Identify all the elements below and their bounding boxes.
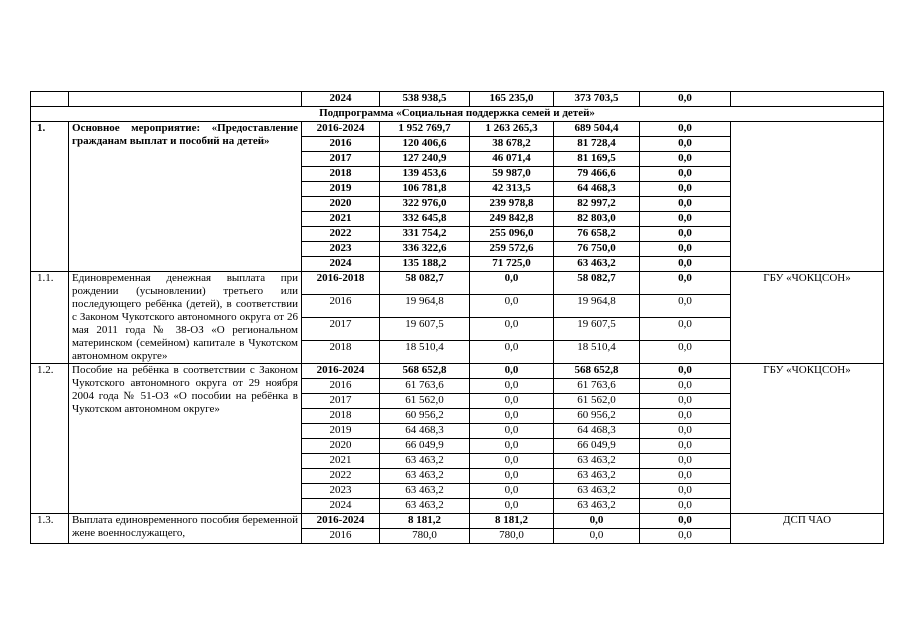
regional-cell: 689 504,4 (554, 122, 640, 137)
total-cell: 568 652,8 (380, 364, 470, 379)
total-cell: 780,0 (380, 529, 470, 544)
regional-cell: 76 658,2 (554, 227, 640, 242)
year-cell: 2021 (302, 212, 380, 227)
other-cell: 0,0 (640, 92, 731, 107)
federal-cell: 249 842,8 (470, 212, 554, 227)
other-cell: 0,0 (640, 122, 731, 137)
regional-cell: 18 510,4 (554, 341, 640, 364)
federal-cell: 780,0 (470, 529, 554, 544)
regional-cell: 64 468,3 (554, 182, 640, 197)
other-cell: 0,0 (640, 499, 731, 514)
total-cell: 58 082,7 (380, 272, 470, 295)
total-cell: 63 463,2 (380, 454, 470, 469)
federal-cell: 0,0 (470, 484, 554, 499)
regional-cell: 63 463,2 (554, 484, 640, 499)
year-cell: 2024 (302, 92, 380, 107)
other-cell: 0,0 (640, 529, 731, 544)
total-cell: 106 781,8 (380, 182, 470, 197)
other-cell: 0,0 (640, 257, 731, 272)
total-cell: 135 188,2 (380, 257, 470, 272)
federal-cell: 42 313,5 (470, 182, 554, 197)
federal-cell: 165 235,0 (470, 92, 554, 107)
total-cell: 60 956,2 (380, 409, 470, 424)
total-cell: 19 607,5 (380, 318, 470, 341)
regional-cell: 81 169,5 (554, 152, 640, 167)
other-cell: 0,0 (640, 227, 731, 242)
year-cell: 2016-2018 (302, 272, 380, 295)
regional-cell: 58 082,7 (554, 272, 640, 295)
other-cell: 0,0 (640, 454, 731, 469)
total-cell: 322 976,0 (380, 197, 470, 212)
year-cell: 2016-2024 (302, 364, 380, 379)
federal-cell: 8 181,2 (470, 514, 554, 529)
item-number: 1. (31, 122, 69, 272)
num-cell (31, 92, 69, 107)
table-row (31, 272, 884, 295)
year-cell: 2024 (302, 257, 380, 272)
regional-cell: 61 562,0 (554, 394, 640, 409)
regional-cell: 63 463,2 (554, 257, 640, 272)
regional-cell: 81 728,4 (554, 137, 640, 152)
federal-cell: 255 096,0 (470, 227, 554, 242)
other-cell: 0,0 (640, 242, 731, 257)
subprogram-header-row (31, 107, 884, 122)
federal-cell: 0,0 (470, 394, 554, 409)
year-cell: 2018 (302, 409, 380, 424)
federal-cell: 0,0 (470, 341, 554, 364)
total-cell: 331 754,2 (380, 227, 470, 242)
federal-cell: 0,0 (470, 409, 554, 424)
table-row (31, 364, 884, 379)
year-cell: 2016 (302, 529, 380, 544)
other-cell: 0,0 (640, 295, 731, 318)
regional-cell: 63 463,2 (554, 499, 640, 514)
other-cell: 0,0 (640, 514, 731, 529)
year-cell: 2016 (302, 137, 380, 152)
federal-cell: 0,0 (470, 499, 554, 514)
year-cell: 2017 (302, 152, 380, 167)
total-cell: 8 181,2 (380, 514, 470, 529)
regional-cell: 373 703,5 (554, 92, 640, 107)
federal-cell: 0,0 (470, 439, 554, 454)
total-cell: 1 952 769,7 (380, 122, 470, 137)
federal-cell: 0,0 (470, 454, 554, 469)
other-cell: 0,0 (640, 341, 731, 364)
table-row (31, 514, 884, 529)
item-description: Пособие на ребёнка в соответствии с Законом Чукотского автономного округа от 29 ноября 2004 года № 51-ОЗ «О пособии на ребёнка в Чукотском автономном округе» (69, 364, 302, 514)
total-cell: 18 510,4 (380, 341, 470, 364)
table-row (31, 92, 884, 107)
regional-cell: 60 956,2 (554, 409, 640, 424)
total-cell: 332 645,8 (380, 212, 470, 227)
regional-cell: 0,0 (554, 514, 640, 529)
total-cell: 63 463,2 (380, 499, 470, 514)
item-number: 1.3. (31, 514, 69, 544)
year-cell: 2023 (302, 242, 380, 257)
year-cell: 2024 (302, 499, 380, 514)
total-cell: 63 463,2 (380, 484, 470, 499)
federal-cell: 0,0 (470, 272, 554, 295)
regional-cell: 61 763,6 (554, 379, 640, 394)
item-number: 1.2. (31, 364, 69, 514)
total-cell: 61 562,0 (380, 394, 470, 409)
regional-cell: 79 466,6 (554, 167, 640, 182)
year-cell: 2016-2024 (302, 122, 380, 137)
regional-cell: 568 652,8 (554, 364, 640, 379)
other-cell: 0,0 (640, 137, 731, 152)
federal-cell: 38 678,2 (470, 137, 554, 152)
other-cell: 0,0 (640, 484, 731, 499)
year-cell: 2017 (302, 394, 380, 409)
federal-cell: 0,0 (470, 379, 554, 394)
total-cell: 336 322,6 (380, 242, 470, 257)
other-cell: 0,0 (640, 394, 731, 409)
other-cell: 0,0 (640, 364, 731, 379)
federal-cell: 0,0 (470, 295, 554, 318)
other-cell: 0,0 (640, 469, 731, 484)
other-cell: 0,0 (640, 272, 731, 295)
federal-cell: 46 071,4 (470, 152, 554, 167)
regional-cell: 82 997,2 (554, 197, 640, 212)
regional-cell: 63 463,2 (554, 454, 640, 469)
other-cell: 0,0 (640, 167, 731, 182)
year-cell: 2016 (302, 379, 380, 394)
federal-cell: 259 572,6 (470, 242, 554, 257)
year-cell: 2022 (302, 227, 380, 242)
federal-cell: 239 978,8 (470, 197, 554, 212)
federal-cell: 0,0 (470, 364, 554, 379)
total-cell: 61 763,6 (380, 379, 470, 394)
total-cell: 64 468,3 (380, 424, 470, 439)
year-cell: 2019 (302, 424, 380, 439)
total-cell: 120 406,6 (380, 137, 470, 152)
regional-cell: 19 607,5 (554, 318, 640, 341)
regional-cell: 63 463,2 (554, 469, 640, 484)
total-cell: 139 453,6 (380, 167, 470, 182)
other-cell: 0,0 (640, 379, 731, 394)
executor-cell (731, 92, 884, 107)
federal-cell: 59 987,0 (470, 167, 554, 182)
other-cell: 0,0 (640, 212, 731, 227)
regional-cell: 82 803,0 (554, 212, 640, 227)
total-cell: 63 463,2 (380, 469, 470, 484)
federal-cell: 0,0 (470, 469, 554, 484)
budget-table (30, 91, 884, 544)
regional-cell: 0,0 (554, 529, 640, 544)
year-cell: 2020 (302, 197, 380, 212)
total-cell: 19 964,8 (380, 295, 470, 318)
item-description: Основное мероприятие: «Предоставление гражданам выплат и пособий на детей» (69, 122, 302, 272)
other-cell: 0,0 (640, 424, 731, 439)
other-cell: 0,0 (640, 152, 731, 167)
year-cell: 2018 (302, 167, 380, 182)
executor-cell: ГБУ «ЧОКЦСОН» (731, 272, 884, 364)
year-cell: 2016 (302, 295, 380, 318)
other-cell: 0,0 (640, 409, 731, 424)
year-cell: 2016-2024 (302, 514, 380, 529)
other-cell: 0,0 (640, 439, 731, 454)
other-cell: 0,0 (640, 197, 731, 212)
federal-cell: 0,0 (470, 318, 554, 341)
total-cell: 127 240,9 (380, 152, 470, 167)
federal-cell: 0,0 (470, 424, 554, 439)
federal-cell: 1 263 265,3 (470, 122, 554, 137)
executor-cell: ДСП ЧАО (731, 514, 884, 544)
total-cell: 538 938,5 (380, 92, 470, 107)
year-cell: 2021 (302, 454, 380, 469)
subprogram-title: Подпрограмма «Социальная поддержка семей и детей» (31, 107, 884, 122)
table-row (31, 122, 884, 137)
item-number: 1.1. (31, 272, 69, 364)
item-description: Единовременная денежная выплата при рождении (усыновлении) третьего или последующего ребёнка (детей), в соответствии с Законом Чукотского автономного округа от 26 мая 2011 года № 38-ОЗ «О региональном материнском (семейном) капитале в Чукотском автономном округе» (69, 272, 302, 364)
executor-cell (731, 122, 884, 272)
item-description: Выплата единовременного пособия беременной жене военнослужащего, (69, 514, 302, 544)
other-cell: 0,0 (640, 318, 731, 341)
total-cell: 66 049,9 (380, 439, 470, 454)
year-cell: 2022 (302, 469, 380, 484)
year-cell: 2023 (302, 484, 380, 499)
regional-cell: 76 750,0 (554, 242, 640, 257)
year-cell: 2018 (302, 341, 380, 364)
federal-cell: 71 725,0 (470, 257, 554, 272)
regional-cell: 19 964,8 (554, 295, 640, 318)
year-cell: 2020 (302, 439, 380, 454)
executor-cell: ГБУ «ЧОКЦСОН» (731, 364, 884, 514)
desc-cell (69, 92, 302, 107)
other-cell: 0,0 (640, 182, 731, 197)
year-cell: 2017 (302, 318, 380, 341)
year-cell: 2019 (302, 182, 380, 197)
regional-cell: 64 468,3 (554, 424, 640, 439)
regional-cell: 66 049,9 (554, 439, 640, 454)
